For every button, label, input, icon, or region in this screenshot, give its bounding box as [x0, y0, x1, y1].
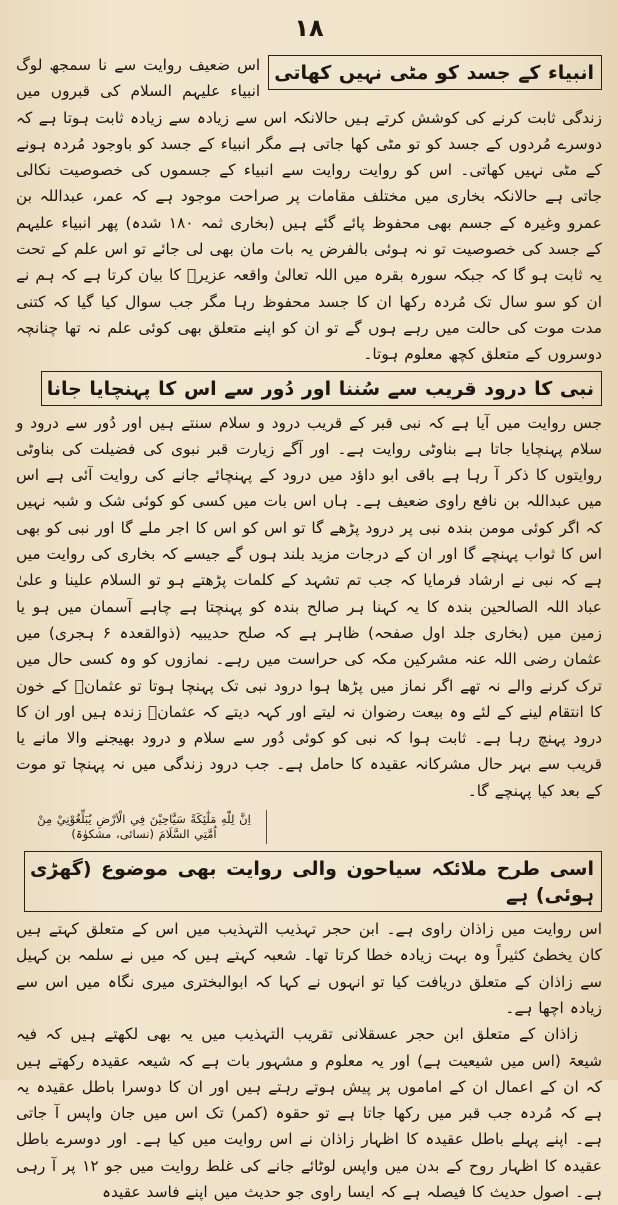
- arabic-hadith-reference: اِنَّ لِلّٰهِ مَلٰٓئِكَةً سَيَّاحِيْنَ فِي الْاَرْضِ يُبَلِّغُوْنِيْ مِنْ اُمَّتِي السَّلَامَ (نسائی، مشکوٰۃ): [22, 810, 267, 844]
- paragraph: جس روایت میں آیا ہے کہ نبی قبر کے قریب درود و سلام سنتے ہیں اور دُور سے درود و سلام پہنچایا جاتا ہے بناوٹی روایت ہے۔ اور آگے زیارت قبر نبوی کی فضیلت کی بناوٹی روایتوں کا ذکر آ رہا ہے باقی ابو داؤد میں درود کے پہنچائے جانے کی روایت آئی ہے اس میں عبداللہ بن نافع راوی ضعیف ہے۔ ہاں اس بات میں کسی کو کوئی شک و شبہ نہیں کہ اگر کوئی مومن بندہ نبی پر درود پڑھے گا تو اس کو اس کا اجر ملے گا اور نبی کو بھی اس کا ثواب پہنچے گا اور ان کے درجات مزید بلند ہوں گے جیسے کہ بخاری کی روایت میں ہے کہ نبی نے ارشاد فرمایا کہ جب تم تشہد کے کلمات پڑھتے ہو تو السلام علینا و علیٰ عباد اللہ الصالحین بندہ کا یہ کہنا ہر صالح بندہ کو پہنچتا ہے چاہے آسمان میں ہو یا زمین میں (بخاری جلد اول صفحہ) ظاہر ہے کہ صلح حدیبیہ (ذوالقعدہ ۶ ہجری) میں عثمان رضی اللہ عنہ مشرکین مکہ کی حراست میں رہے۔ نمازوں کو وہ کسی حال میں ترک کرنے والے نہ تھے اگر نماز میں پڑھا ہوا درود نبی تک پہنچا ہوتا تو عثمانؓ کے خون کا انتقام لینے کے لئے وہ بیعت رضوان نہ لیتے اور کہہ دیتے کہ عثمانؓ زندہ ہیں اور ان کا درود پہنچ رہا ہے۔ ثابت ہوا کہ نبی کو کوئی دُور سے سلام و درود بھیجنے والا مانے یا قریب سے بہر حال مشرکانہ عقیدہ کا حامل ہے۔ جب درود زندگی میں نہ پہنچا تو موت کے بعد کیا پہنچے گا۔: [16, 413, 602, 800]
- page-content: [16, 52, 602, 1205]
- page-number: ۱۸: [294, 14, 324, 42]
- paragraph: اس ضعیف روایت سے نا سمجھ لوگ انبیاء علیہم السلام کی قبروں میں زندگی ثابت کرنے کی کوشش کرتے ہیں حالانکہ اس سے زیادہ سے زیادہ ثابت ہوتا ہے کہ دوسرے مُردوں کے جسد کو تو مٹی کھا جاتی ہے مگر انبیاء کے جسد کو باوجود مُردہ ہونے کے مٹی نہیں کھاتی۔ اس کو روایت روایت سے انبیاء کے جسموں کی خصوصیت نکالی جاتی ہے حالانکہ بخاری میں مختلف مقامات پر صراحت موجود ہے کہ عمر، عبداللہ بن عمرو وغیرہ کے جسم بھی محفوظ پائے گئے ہیں (بخاری ثمہ ۱۸۰ شدہ) پھر انبیاء علیہم کے جسد کی خصوصیت تو نہ ہوئی بالفرض یہ بات مان بھی لی جائے تو اس علم کے تحت یہ ثابت ہو گا کہ جبکہ سورہ بقرہ میں اللہ تعالیٰ واقعہ عزیرؑ کا بیان کرتا ہے کہ ہم نے ان کو سو سال تک مُردہ رکھا ان کا جسد محفوظ رہا مگر جب سوال کیا گیا کہ کتنی مدت موت کی حالت میں رہے ہوں گے تو ان کو اپنے متعلق بھی کوئی علم نہ تھا چنانچہ دوسروں کے متعلق کچھ معلوم ہوتا۔: [16, 56, 602, 364]
- paragraph: اس روایت میں زاذان راوی ہے۔ ابن حجر تہذیب التہذیب میں اس کے متعلق کہتے ہیں کان یخطئ کثیراً وہ بہت زیادہ خطا کرتا تھا۔ شعبہ کہتے ہیں کہ میں نے سلمہ بن کہیل سے زاذان کے متعلق دریافت کیا تو انہوں نے کہا کہ ابوالبختری میری نگاہ میں اس سے زیادہ اچھا ہے۔: [16, 920, 602, 1017]
- section-heading: نبی کا درود قریب سے سُننا اور دُور سے اس کا پہنچایا جانا: [41, 371, 602, 406]
- section-heading: اسی طرح ملائکہ سیاحون والی روایت بھی موضوع (گھڑی ہوئی) ہے: [24, 851, 602, 912]
- paragraph: زاذان کے متعلق ابن حجر عسقلانی تقریب التہذیب میں یہ بھی لکھتے ہیں کہ فیہ شیعۃ (اس میں شیعیت ہے) اور یہ معلوم و مشہور بات ہے کہ شیعہ عقیدہ رکھتے ہیں کہ ان کے اعمال ان کے اماموں پر پیش ہوتے رہتے ہیں اور ان کا دوسرا باطل عقیدہ یہ ہے کہ مُردہ جب قبر میں رکھا جاتا ہے تو حقوہ (کمر) تک اس میں جان واپس آ جاتی ہے۔ اپنے پہلے باطل عقیدہ کا اظہار زاذان نے اس روایت میں کیا ہے۔ اور دوسرے باطل عقیدہ کا اظہار روح کے بدن میں واپس لوٹائے جانے کی غلط روایت میں جو ۱۲ پر آ رہی ہے۔ اصول حدیث کا فیصلہ ہے کہ ایسا راوی جو حدیث میں اپنے فاسد عقیدہ: [16, 1025, 602, 1201]
- section-durood-hearing: [16, 368, 602, 804]
- section-heading: انبیاء کے جسد کو مٹی نہیں کھاتی: [268, 55, 602, 90]
- section-wandering-angels: [16, 804, 602, 1205]
- section-body-preservation: [16, 52, 602, 368]
